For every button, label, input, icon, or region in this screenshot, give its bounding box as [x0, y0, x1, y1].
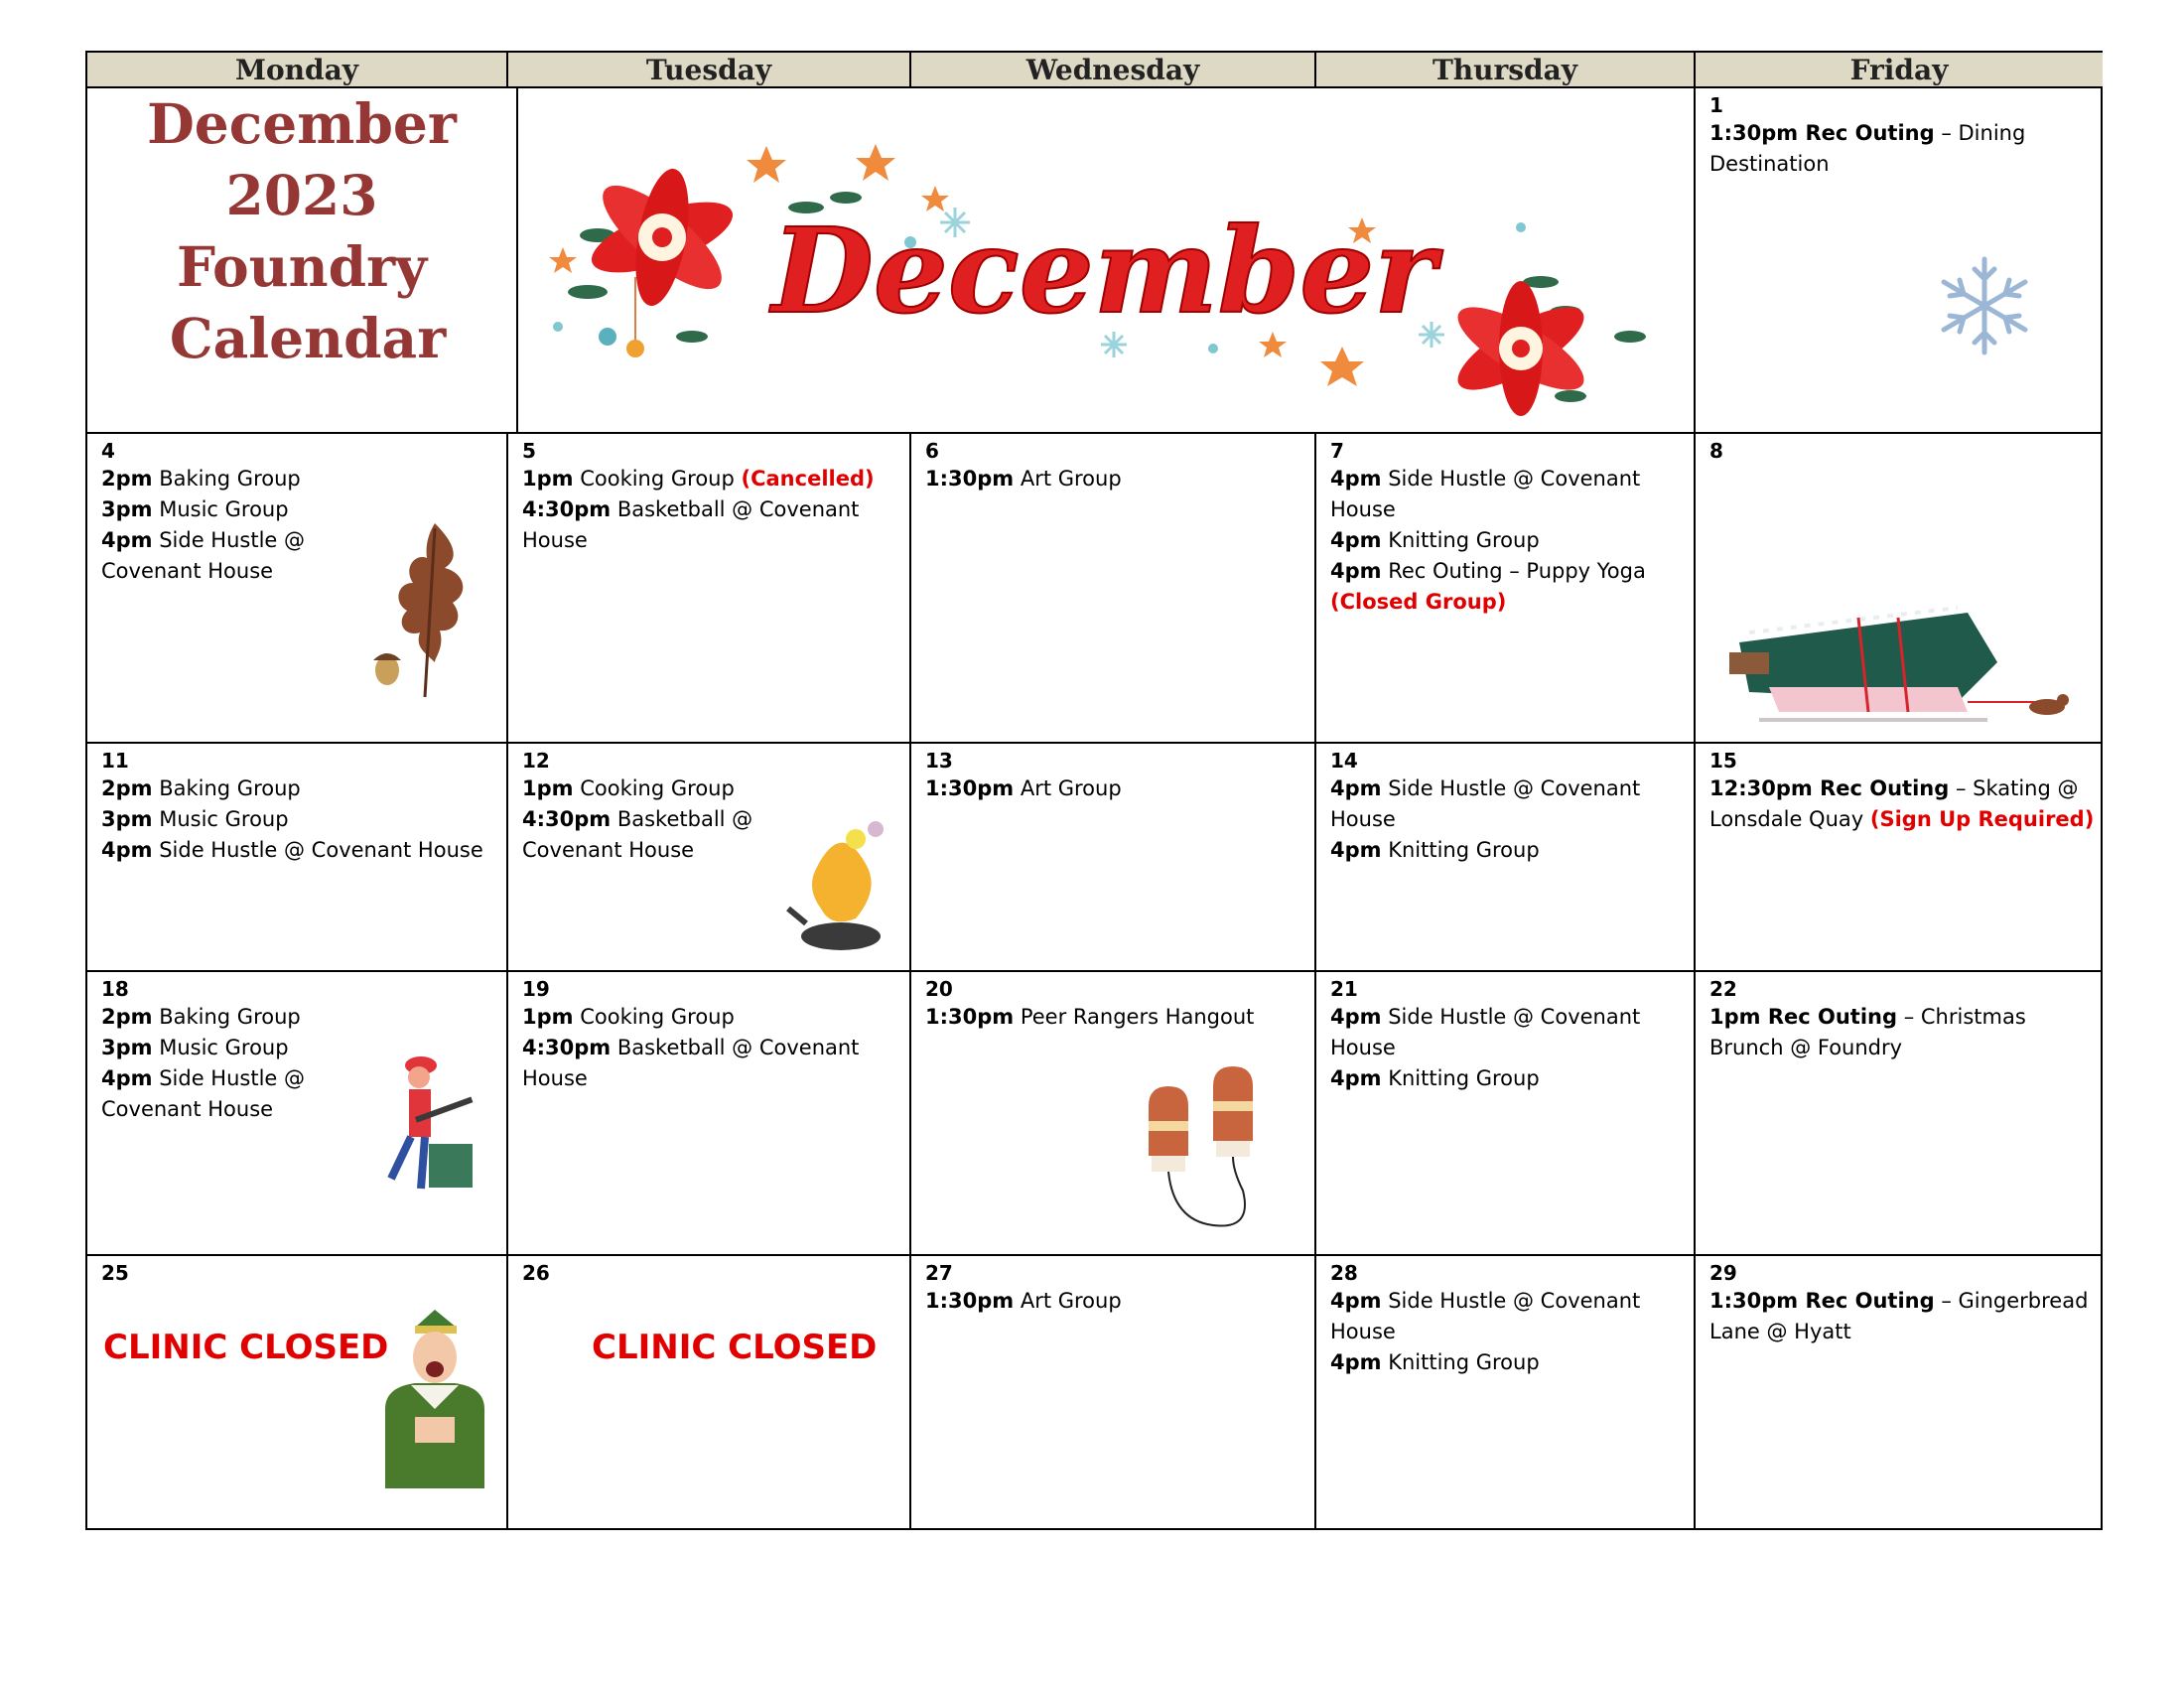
- day-number: 20: [925, 977, 953, 1001]
- mittens-icon: [1134, 1061, 1273, 1240]
- day-14: [1316, 744, 1696, 972]
- day-number: 13: [925, 749, 953, 773]
- event-side-hustle: 4pm Side Hustle @ Covenant House: [1330, 1289, 1641, 1343]
- event-cooking-group: 1pm Cooking Group: [522, 1005, 735, 1029]
- event-music-group: 3pm Music Group: [101, 807, 289, 831]
- event-knitting-group: 4pm Knitting Group: [1330, 528, 1540, 552]
- event-side-hustle: 4pm Side Hustle @ Covenant House: [1330, 776, 1641, 831]
- clinic-closed-label: CLINIC CLOSED: [592, 1328, 878, 1367]
- title-month: December: [147, 91, 457, 156]
- day-15: [1696, 744, 2103, 972]
- day-8: [1696, 434, 2103, 744]
- day-number: 15: [1709, 749, 1737, 773]
- event-gingerbread-lane: 1:30pm Rec Outing – Gingerbread Lane @ Hyatt: [1709, 1289, 2089, 1343]
- event-peer-rangers-hangout: 1:30pm Peer Rangers Hangout: [925, 1005, 1255, 1029]
- clinic-closed-label: CLINIC CLOSED: [103, 1328, 389, 1367]
- header-wednesday: Wednesday: [911, 53, 1316, 88]
- day-1: [1696, 88, 2103, 434]
- title-year: 2023: [225, 163, 378, 227]
- day-number: 1: [1709, 93, 1723, 117]
- title-foundry: Foundry: [176, 234, 428, 299]
- day-22: [1696, 972, 2103, 1256]
- day-11: [87, 744, 508, 972]
- event-side-hustle: 4pm Side Hustle @ Covenant House: [101, 1066, 306, 1121]
- day-number: 12: [522, 749, 550, 773]
- title-calendar: Calendar: [169, 306, 447, 370]
- day-13: [911, 744, 1316, 972]
- day-19: [508, 972, 911, 1256]
- banner-text: December: [771, 202, 1436, 340]
- event-basketball: 4:30pm Basketball @ Covenant House: [522, 497, 860, 552]
- event-knitting-group: 4pm Knitting Group: [1330, 1066, 1540, 1090]
- day-number: 21: [1330, 977, 1358, 1001]
- day-number: 28: [1330, 1261, 1358, 1285]
- event-baking-group: 2pm Baking Group: [101, 467, 301, 491]
- header-monday: Monday: [87, 53, 508, 88]
- day-20: [911, 972, 1316, 1256]
- day-number: 22: [1709, 977, 1737, 1001]
- event-cooking-group: 1pm Cooking Group (Cancelled): [522, 467, 875, 491]
- event-cooking-group: 1pm Cooking Group: [522, 776, 735, 800]
- day-number: 18: [101, 977, 129, 1001]
- oak-leaf-icon: [365, 513, 484, 702]
- day-number: 26: [522, 1261, 550, 1285]
- event-knitting-group: 4pm Knitting Group: [1330, 1350, 1540, 1374]
- day-number: 7: [1330, 439, 1344, 463]
- day-number: 8: [1709, 439, 1723, 463]
- day-number: 14: [1330, 749, 1358, 773]
- event-baking-group: 2pm Baking Group: [101, 776, 301, 800]
- day-number: 11: [101, 749, 129, 773]
- event-art-group: 1:30pm Art Group: [925, 776, 1122, 800]
- event-art-group: 1:30pm Art Group: [925, 467, 1122, 491]
- day-18: [87, 972, 508, 1256]
- day-number: 27: [925, 1261, 953, 1285]
- day-29: [1696, 1256, 2103, 1530]
- event-basketball: 4:30pm Basketball @ Covenant House: [522, 1036, 860, 1090]
- december-banner-image: [518, 88, 1694, 432]
- day-7: [1316, 434, 1696, 744]
- guitar-player-icon: [381, 1050, 490, 1198]
- event-christmas-brunch: 1pm Rec Outing – Christmas Brunch @ Foundry: [1709, 1005, 2026, 1059]
- title-cell: [87, 88, 518, 434]
- calendar-grid: [85, 51, 2103, 1530]
- day-12: [508, 744, 911, 972]
- day-6: [911, 434, 1316, 744]
- day-4: [87, 434, 508, 744]
- event-puppy-yoga: 4pm Rec Outing – Puppy Yoga (Closed Group): [1330, 559, 1646, 614]
- event-side-hustle: 4pm Side Hustle @ Covenant House: [101, 528, 306, 583]
- day-number: 4: [101, 439, 115, 463]
- event-knitting-group: 4pm Knitting Group: [1330, 838, 1540, 862]
- day-number: 5: [522, 439, 536, 463]
- event-side-hustle: 4pm Side Hustle @ Covenant House: [1330, 1005, 1641, 1059]
- day-number: 6: [925, 439, 939, 463]
- event-music-group: 3pm Music Group: [101, 497, 289, 521]
- day-25: [87, 1256, 508, 1530]
- christmas-tree-sled-icon: [1709, 593, 2087, 732]
- banner-cell: [518, 88, 1696, 434]
- event-rec-outing-skating: 12:30pm Rec Outing – Skating @ Lonsdale Quay (Sign Up Required): [1709, 776, 2095, 831]
- day-27: [911, 1256, 1316, 1530]
- snowflake-icon: [1930, 251, 2039, 360]
- event-baking-group: 2pm Baking Group: [101, 1005, 301, 1029]
- poinsettia-left-icon: [584, 165, 742, 357]
- elf-icon: [375, 1310, 490, 1488]
- header-tuesday: Tuesday: [508, 53, 911, 88]
- header-friday: Friday: [1696, 53, 2103, 88]
- event-side-hustle: 4pm Side Hustle @ Covenant House: [1330, 467, 1641, 521]
- day-number: 19: [522, 977, 550, 1001]
- event-rec-outing-dining: 1:30pm Rec Outing – Dining Destination: [1709, 121, 2026, 176]
- event-basketball: 4:30pm Basketball @ Covenant House: [522, 807, 753, 862]
- frying-pan-icon: [786, 809, 895, 968]
- day-28: [1316, 1256, 1696, 1530]
- event-music-group: 3pm Music Group: [101, 1036, 289, 1059]
- event-side-hustle: 4pm Side Hustle @ Covenant House: [101, 838, 483, 862]
- header-thursday: Thursday: [1316, 53, 1696, 88]
- day-5: [508, 434, 911, 744]
- event-art-group: 1:30pm Art Group: [925, 1289, 1122, 1313]
- day-number: 25: [101, 1261, 129, 1285]
- day-number: 29: [1709, 1261, 1737, 1285]
- day-21: [1316, 972, 1696, 1256]
- day-26: [508, 1256, 911, 1530]
